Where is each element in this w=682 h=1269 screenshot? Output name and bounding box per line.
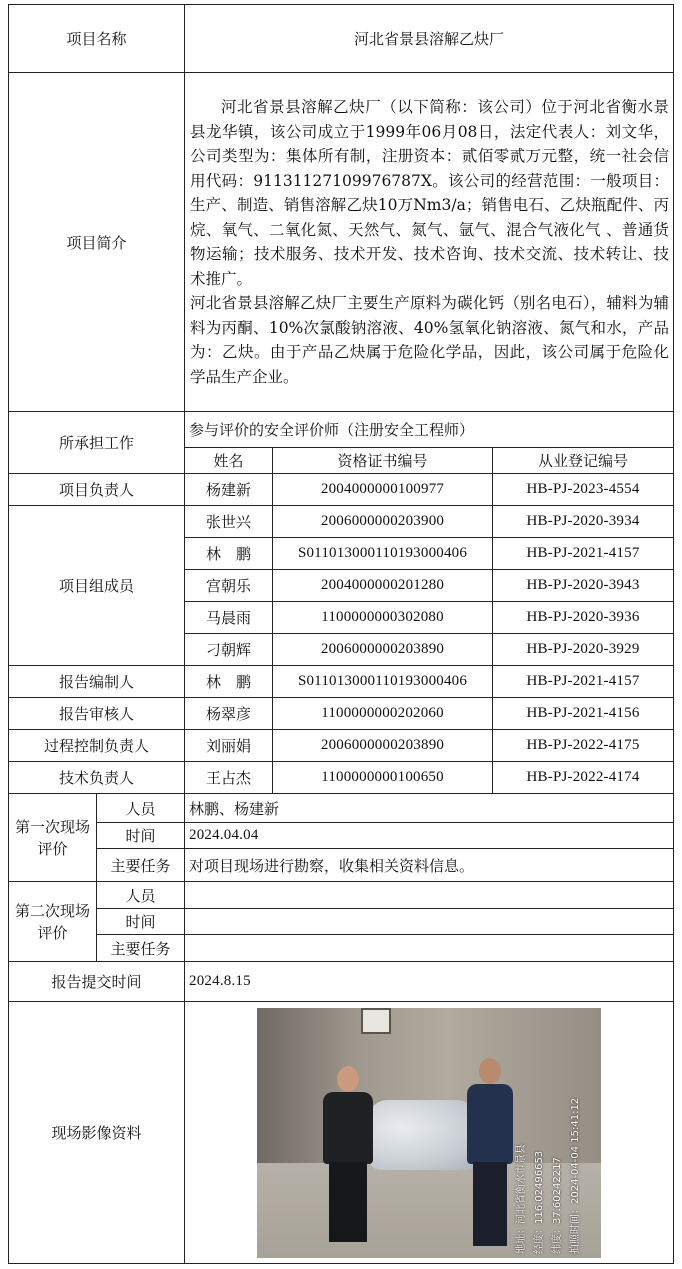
first-visit-people: 林鹏、杨建新: [185, 794, 674, 823]
members-label: 项目组成员: [9, 506, 185, 666]
second-visit-time-label: 时间: [97, 909, 185, 935]
member-name: 马晨雨: [185, 602, 273, 634]
process-label: 过程控制负责人: [9, 730, 185, 762]
project-name-label: 项目名称: [9, 5, 185, 73]
photo-sacks: [369, 1100, 479, 1170]
member-cert: 2006000000203890: [273, 634, 493, 666]
submit-time-value: 2024.8.15: [185, 962, 674, 1002]
site-photo: [257, 1008, 601, 1258]
member-cert: S011013000110193000406: [273, 538, 493, 570]
reviewer-reg: HB-PJ-2021-4156: [493, 698, 674, 730]
author-reg: HB-PJ-2021-4157: [493, 666, 674, 698]
intro-paragraph-1: 河北省景县溶解乙炔厂（以下简称：该公司）位于河北省衡水景县龙华镇，该公司成立于1999年06月08日，法定代表人：刘文华，公司类型为：集体所有制，注册资本：贰佰零贰万元整，统一社会信用代码：91131127109976787X。该公司的经营范围：一般项目：生产、制造、销售溶解乙炔10万Nm3/a；销售电石、乙炔瓶配件、丙烷、氧气、二氧化氮、天然气、氮气、氩气、混合气液化气 、普通货物运输；技术服务、技术开发、技术咨询、技术交流、技术转让、技术推广。: [190, 98, 670, 288]
author-cert: S011013000110193000406: [273, 666, 493, 698]
leader-cert: 2004000000100977: [273, 474, 493, 506]
submit-time-label: 报告提交时间: [9, 962, 185, 1002]
second-visit-label: 第二次现场评价: [9, 882, 97, 962]
author-name: 林 鹏: [185, 666, 273, 698]
reviewer-name: 杨翠彦: [185, 698, 273, 730]
first-visit-time: 2024.04.04: [185, 823, 674, 849]
stamp-address: 地址：河北省衡水市景县: [516, 1143, 528, 1254]
work-section-label: 所承担工作: [9, 412, 185, 474]
member-cert: 1100000000302080: [273, 602, 493, 634]
process-cert: 2006000000203890: [273, 730, 493, 762]
photo-label: 现场影像资料: [9, 1002, 185, 1264]
member-name: 刁朝辉: [185, 634, 273, 666]
first-visit-task-label: 主要任务: [97, 849, 185, 882]
photo-watermark-stamp: [507, 1082, 599, 1254]
project-intro-text: [185, 73, 674, 412]
evaluation-info-table: [8, 4, 674, 1264]
stamp-latitude: 纬度：37.60242217: [552, 1156, 564, 1254]
second-visit-task: [185, 935, 674, 962]
member-name: 林 鹏: [185, 538, 273, 570]
member-reg: HB-PJ-2020-3943: [493, 570, 674, 602]
evaluators-header: 参与评价的安全评价师（注册安全工程师）: [185, 412, 674, 448]
tech-name: 王占杰: [185, 762, 273, 794]
process-name: 刘丽娟: [185, 730, 273, 762]
member-name: 宫朝乐: [185, 570, 273, 602]
first-visit-task: 对项目现场进行勘察，收集相关资料信息。: [185, 849, 674, 882]
stamp-longitude: 经度：116.02496653: [534, 1150, 546, 1254]
tech-cert: 1100000000100650: [273, 762, 493, 794]
tech-reg: HB-PJ-2022-4174: [493, 762, 674, 794]
first-visit-label: 第一次现场评价: [9, 794, 97, 882]
reviewer-label: 报告审核人: [9, 698, 185, 730]
member-name: 张世兴: [185, 506, 273, 538]
first-visit-time-label: 时间: [97, 823, 185, 849]
tech-label: 技术负责人: [9, 762, 185, 794]
leader-reg: HB-PJ-2023-4554: [493, 474, 674, 506]
photo-cell: [185, 1002, 674, 1264]
second-visit-people-label: 人员: [97, 882, 185, 909]
leader-label: 项目负责人: [9, 474, 185, 506]
member-cert: 2004000000201280: [273, 570, 493, 602]
second-visit-time: [185, 909, 674, 935]
member-reg: HB-PJ-2020-3936: [493, 602, 674, 634]
second-visit-people: [185, 882, 674, 909]
author-label: 报告编制人: [9, 666, 185, 698]
first-visit-people-label: 人员: [97, 794, 185, 823]
stamp-time: 拍照时间：2024-04-04 15:41:12: [570, 1097, 582, 1254]
reviewer-cert: 1100000000202060: [273, 698, 493, 730]
col-header-cert: 资格证书编号: [273, 448, 493, 474]
member-reg: HB-PJ-2020-3934: [493, 506, 674, 538]
process-reg: HB-PJ-2022-4175: [493, 730, 674, 762]
intro-paragraph-2: 河北省景县溶解乙炔厂主要生产原料为碳化钙（别名电石），辅料为辅料为丙酮、10%次氯酸钠溶液、40%氢氧化钠溶液、氮气和水，产品为：乙炔。由于产品乙炔属于危险化学品，因此，该公司属于危险化学品生产企业。: [190, 294, 670, 386]
project-name-value: 河北省景县溶解乙炔厂: [185, 5, 674, 73]
member-reg: HB-PJ-2021-4157: [493, 538, 674, 570]
col-header-name: 姓名: [185, 448, 273, 474]
photo-person-left: [319, 1066, 377, 1246]
member-reg: HB-PJ-2020-3929: [493, 634, 674, 666]
second-visit-task-label: 主要任务: [97, 935, 185, 962]
photo-window: [361, 1008, 391, 1034]
member-cert: 2006000000203900: [273, 506, 493, 538]
project-intro-label: 项目简介: [9, 73, 185, 412]
leader-name: 杨建新: [185, 474, 273, 506]
col-header-reg: 从业登记编号: [493, 448, 674, 474]
